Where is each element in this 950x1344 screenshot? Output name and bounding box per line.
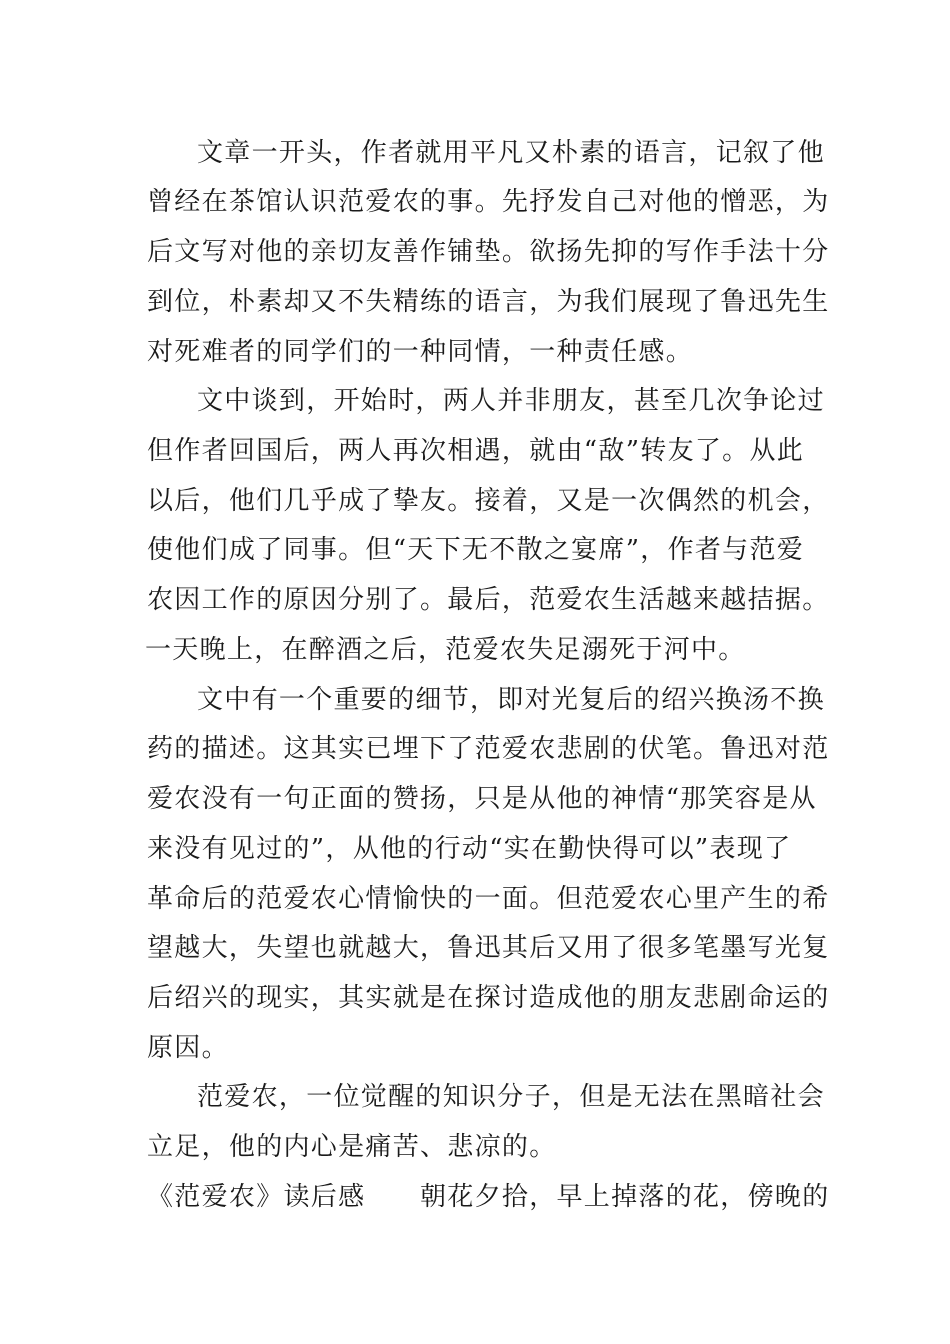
paragraph-2-line-2: 但作者回国后，两人再次相遇，就由“敌”转友了。从此 xyxy=(147,436,805,466)
paragraph-1-line-3: 后文写对他的亲切友善作铺垫。欲扬先抑的写作手法十分 xyxy=(147,237,830,267)
paragraph-3-line-6: 望越大，失望也就越大，鲁迅其后又用了很多笔墨写光复 xyxy=(147,933,830,963)
paragraph-2-line-1: 文中谈到，开始时，两人并非朋友，甚至几次争论过 xyxy=(197,386,825,416)
paragraph-3-line-1: 文中有一个重要的细节，即对光复后的绍兴换汤不换 xyxy=(197,685,825,715)
paragraph-2-line-6: 一天晚上，在醉酒之后，范爱农失足溺死于河中。 xyxy=(145,635,746,665)
paragraph-2-line-5: 农因工作的原因分别了。最后，范爱农生活越来越拮据。 xyxy=(147,585,830,615)
paragraph-3-line-3: 爱农没有一句正面的赞扬，只是从他的神情“那笑容是从 xyxy=(147,784,817,814)
paragraph-3-line-7: 后绍兴的现实，其实就是在探讨造成他的朋友悲剧命运的 xyxy=(147,983,830,1013)
paragraph-3-line-8: 原因。 xyxy=(147,1033,229,1063)
paragraph-3-line-2: 药的描述。这其实已埋下了范爱农悲剧的伏笔。鲁迅对范 xyxy=(147,734,830,764)
paragraph-1-line-5: 对死难者的同学们的一种同情，一种责任感。 xyxy=(147,337,694,367)
paragraph-1-line-1: 文章一开头，作者就用平凡又朴素的语言，记叙了他 xyxy=(197,138,825,168)
paragraph-2-line-3: 以后，他们几乎成了挚友。接着，又是一次偶然的机会， xyxy=(147,486,830,516)
paragraph-4-line-1: 范爱农，一位觉醒的知识分子，但是无法在黑暗社会 xyxy=(197,1082,825,1112)
paragraph-1-line-2: 曾经在茶馆认识范爱农的事。先抒发自己对他的憎恶，为 xyxy=(147,187,830,217)
paragraph-1-line-4: 到位，朴素却又不失精练的语言，为我们展现了鲁迅先生 xyxy=(147,287,830,317)
next-article-title-line: 《范爱农》读后感 朝花夕拾，早上掉落的花，傍晚的 xyxy=(147,1182,830,1212)
paragraph-2-line-4: 使他们成了同事。但“天下无不散之宴席”，作者与范爱 xyxy=(147,535,805,565)
paragraph-3-line-5: 革命后的范爱农心情愉快的一面。但范爱农心里产生的希 xyxy=(147,884,830,914)
paragraph-3-line-4: 来没有见过的”，从他的行动“实在勤快得可以”表现了 xyxy=(147,834,792,864)
paragraph-4-line-2: 立足，他的内心是痛苦、悲凉的。 xyxy=(147,1132,557,1162)
